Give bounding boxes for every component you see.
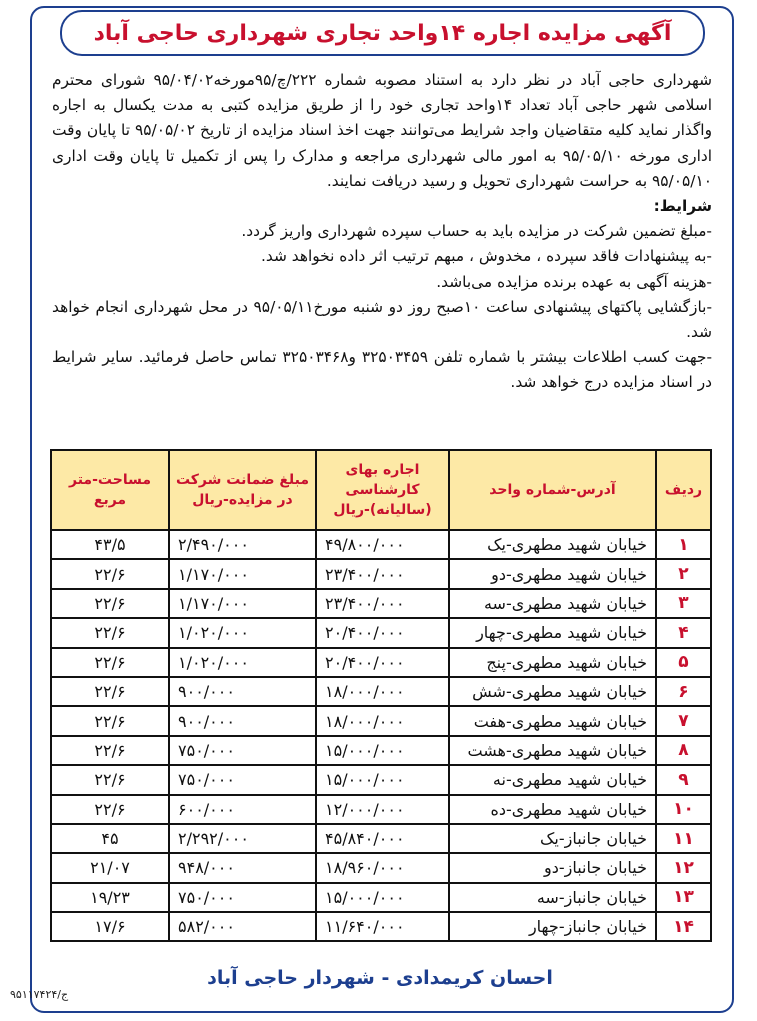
cell-row-number: ۷ (656, 706, 711, 735)
cell-area: ۴۳/۵ (51, 530, 169, 559)
cell-guarantee: ۲/۲۹۲/۰۰۰ (169, 824, 316, 853)
cell-rent: ۲۳/۴۰۰/۰۰۰ (316, 559, 449, 588)
cell-rent: ۱۸/۰۰۰/۰۰۰ (316, 706, 449, 735)
cell-row-number: ۱۱ (656, 824, 711, 853)
cell-guarantee: ۷۵۰/۰۰۰ (169, 765, 316, 794)
units-table-wrap (50, 449, 710, 942)
table-row (51, 589, 711, 618)
cell-area: ۲۲/۶ (51, 559, 169, 588)
header-address: آدرس-شماره واحد (449, 450, 656, 530)
header-guarantee: مبلغ ضمانت شرکت در مزایده-ریال (169, 450, 316, 530)
condition-item: -بازگشایی پاکتهای پیشنهادی ساعت ۱۰صبح روز دو شنبه مورخ۹۵/۰۵/۱۱ در محل شهرداری انجام خواهد شد. (52, 297, 713, 342)
header-area: مساحت-متر مربع (51, 450, 169, 530)
cell-row-number: ۶ (656, 677, 711, 706)
cell-area: ۴۵ (51, 824, 169, 853)
cell-address: خیابان شهید مطهری-نه (449, 765, 656, 794)
table-header (51, 450, 711, 530)
cell-guarantee: ۶۰۰/۰۰۰ (169, 795, 316, 824)
cell-guarantee: ۲/۴۹۰/۰۰۰ (169, 530, 316, 559)
condition-item: -مبلغ تضمین شرکت در مزایده باید به حساب سپرده شهرداری واریز گردد. (241, 222, 712, 241)
cell-row-number: ۱۳ (656, 883, 711, 912)
cell-address: خیابان شهید مطهری-هفت (449, 706, 656, 735)
cell-area: ۱۷/۶ (51, 912, 169, 941)
title-banner (60, 10, 705, 56)
cell-guarantee: ۷۵۰/۰۰۰ (169, 736, 316, 765)
cell-address: خیابان شهید مطهری-یک (449, 530, 656, 559)
intro-paragraph: شهرداری حاجی آباد در نظر دارد به استناد مصوبه شماره ۲۲۲/چ/۹۵مورخه۹۵/۰۴/۰۲ شورای محترم اسلامی شهر حاجی آباد تعداد ۱۴واحد تجاری خود را از طریق مزایده کتبی به مدت یکسال به اجاره واگذار نماید کلیه متقاضیان واجد شرایط می‌توانند جهت اخذ اسناد مزایده از تاریخ ۹۵/۰۵/۰۲ تا پایان وقت اداری مورخه ۹۵/۰۵/۱۰ به امور مالی شهرداری مراجعه و مدارک را پس از تکمیل تا پایان وقت اداری ۹۵/۰۵/۱۰ به حراست شهرداری تحویل و رسید دریافت نمایند. (52, 71, 713, 190)
table-body (51, 530, 711, 941)
cell-address: خیابان جانباز-سه (449, 883, 656, 912)
cell-row-number: ۱۲ (656, 853, 711, 882)
table-row (51, 883, 711, 912)
cell-guarantee: ۹۰۰/۰۰۰ (169, 706, 316, 735)
cell-row-number: ۱۰ (656, 795, 711, 824)
page-title: آگهی مزایده اجاره ۱۴واحد تجاری شهرداری حاجی آباد (93, 20, 672, 46)
table-row (51, 530, 711, 559)
table-row (51, 736, 711, 765)
cell-row-number: ۵ (656, 648, 711, 677)
cell-area: ۲۲/۶ (51, 677, 169, 706)
table-row (51, 912, 711, 941)
cell-address: خیابان شهید مطهری-ده (449, 795, 656, 824)
cell-row-number: ۳ (656, 589, 711, 618)
cell-area: ۲۲/۶ (51, 795, 169, 824)
table-row (51, 648, 711, 677)
cell-guarantee: ۹۰۰/۰۰۰ (169, 677, 316, 706)
cell-area: ۲۲/۶ (51, 618, 169, 647)
table-row (51, 706, 711, 735)
cell-rent: ۱۵/۰۰۰/۰۰۰ (316, 765, 449, 794)
cell-area: ۲۱/۰۷ (51, 853, 169, 882)
cell-guarantee: ۵۸۲/۰۰۰ (169, 912, 316, 941)
cell-address: خیابان جانباز-چهار (449, 912, 656, 941)
cell-address: خیابان شهید مطهری-دو (449, 559, 656, 588)
cell-address: خیابان شهید مطهری-سه (449, 589, 656, 618)
header-row-number: ردیف (656, 450, 711, 530)
cell-rent: ۱۱/۶۴۰/۰۰۰ (316, 912, 449, 941)
cell-area: ۲۲/۶ (51, 736, 169, 765)
cell-row-number: ۸ (656, 736, 711, 765)
cell-address: خیابان شهید مطهری-شش (449, 677, 656, 706)
table-row (51, 853, 711, 882)
table-row (51, 677, 711, 706)
cell-row-number: ۱۴ (656, 912, 711, 941)
cell-address: خیابان شهید مطهری-چهار (449, 618, 656, 647)
condition-item: -به پیشنهادات فاقد سپرده ، مخدوش ، مبهم ترتیب اثر داده نخواهد شد. (261, 247, 712, 266)
cell-row-number: ۲ (656, 559, 711, 588)
cell-row-number: ۹ (656, 765, 711, 794)
cell-rent: ۲۳/۴۰۰/۰۰۰ (316, 589, 449, 618)
cell-guarantee: ۹۴۸/۰۰۰ (169, 853, 316, 882)
cell-address: خیابان شهید مطهری-هشت (449, 736, 656, 765)
table-row (51, 618, 711, 647)
cell-area: ۲۲/۶ (51, 765, 169, 794)
cell-guarantee: ۷۵۰/۰۰۰ (169, 883, 316, 912)
cell-rent: ۱۲/۰۰۰/۰۰۰ (316, 795, 449, 824)
announcement-body (52, 68, 712, 396)
cell-rent: ۲۰/۴۰۰/۰۰۰ (316, 618, 449, 647)
cell-guarantee: ۱/۰۲۰/۰۰۰ (169, 618, 316, 647)
table-row (51, 765, 711, 794)
cell-guarantee: ۱/۱۷۰/۰۰۰ (169, 589, 316, 618)
cell-row-number: ۱ (656, 530, 711, 559)
condition-item: -هزینه آگهی به عهده برنده مزایده می‌باشد. (436, 272, 712, 291)
conditions-title: شرایط: (653, 197, 712, 216)
cell-rent: ۴۹/۸۰۰/۰۰۰ (316, 530, 449, 559)
cell-guarantee: ۱/۰۲۰/۰۰۰ (169, 648, 316, 677)
mayor-signature: احسان کریمدادی - شهردار حاجی آباد (207, 967, 553, 989)
table-row (51, 795, 711, 824)
cell-guarantee: ۱/۱۷۰/۰۰۰ (169, 559, 316, 588)
cell-area: ۲۲/۶ (51, 706, 169, 735)
cell-area: ۲۲/۶ (51, 589, 169, 618)
cell-rent: ۱۸/۰۰۰/۰۰۰ (316, 677, 449, 706)
table-row (51, 559, 711, 588)
table-row (51, 824, 711, 853)
header-rent: اجاره بهای کارشناسی (سالیانه)-ریال (316, 450, 449, 530)
ad-code: ج/۹۵۱۱۷۴۲۴ (10, 988, 69, 1001)
cell-area: ۲۲/۶ (51, 648, 169, 677)
cell-rent: ۱۵/۰۰۰/۰۰۰ (316, 883, 449, 912)
cell-address: خیابان جانباز-دو (449, 853, 656, 882)
cell-rent: ۱۵/۰۰۰/۰۰۰ (316, 736, 449, 765)
cell-address: خیابان جانباز-یک (449, 824, 656, 853)
units-table (50, 449, 712, 942)
cell-row-number: ۴ (656, 618, 711, 647)
cell-address: خیابان شهید مطهری-پنج (449, 648, 656, 677)
cell-rent: ۱۸/۹۶۰/۰۰۰ (316, 853, 449, 882)
cell-rent: ۴۵/۸۴۰/۰۰۰ (316, 824, 449, 853)
condition-item: -جهت کسب اطلاعات بیشتر با شماره تلفن ۳۲۵۰۳۴۵۹ و۳۲۵۰۳۴۶۸ تماس حاصل فرمائید. سایر شرایط در اسناد مزایده درج خواهد شد. (52, 348, 712, 392)
cell-rent: ۲۰/۴۰۰/۰۰۰ (316, 648, 449, 677)
cell-area: ۱۹/۲۳ (51, 883, 169, 912)
